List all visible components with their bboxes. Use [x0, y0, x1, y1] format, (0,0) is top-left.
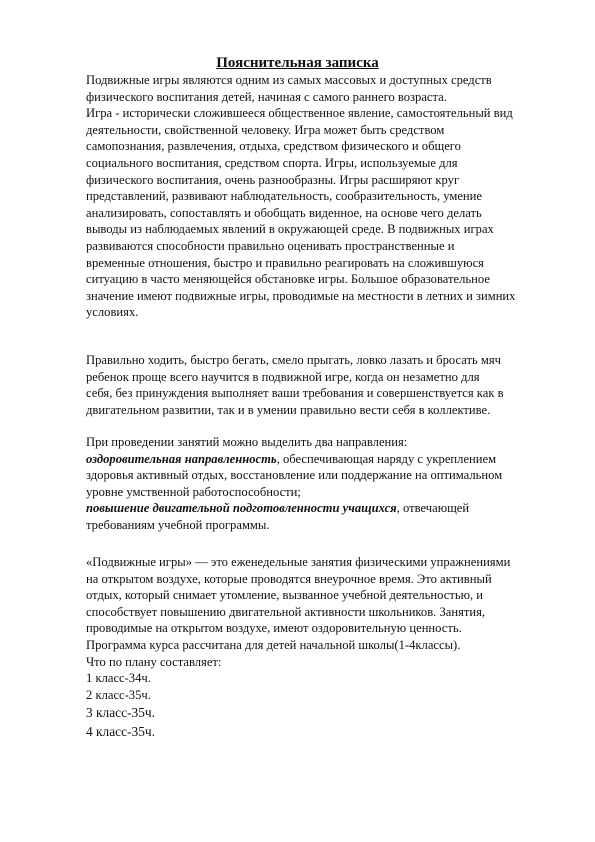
- paragraph-program: [86, 554, 551, 670]
- text-line: социального воспитания, средством спорта. Игры, используемые для: [86, 155, 458, 170]
- list-item: 4 класс-35ч.: [86, 724, 155, 740]
- text-line: Что по плану составляет:: [86, 654, 222, 669]
- text-line: При проведении занятий можно выделить два направления:: [86, 435, 408, 449]
- text-line: Игра - исторически сложившееся общественное явление, самостоятельный вид: [86, 106, 513, 121]
- direction-2-title: повышение двигательной подготовленности учащихся: [86, 501, 397, 516]
- page-title: Пояснительная записка: [216, 55, 379, 71]
- text-line: на открытом воздухе, которые проводятся внеурочное время. Это активный: [86, 571, 492, 586]
- text-line: временные отношения, быстро и правильно реагировать на сложившуюся: [86, 255, 484, 270]
- text-line: отдых, который снимает утомление, вызванное учебной деятельностью, и: [86, 588, 484, 603]
- text-line: «Подвижные игры» — это еженедельные занятия физическими упражнениями: [86, 555, 511, 569]
- text-line: уровне умственной работоспособности;: [86, 484, 301, 499]
- direction-1-line: [86, 451, 551, 468]
- text-line: двигательном развитии, так и в умении правильно вести себя в коллективе.: [86, 402, 491, 417]
- direction-2-line: [86, 500, 551, 517]
- text-line: представлений, развивают наблюдательность, сообразительность, умение: [86, 189, 482, 204]
- text-line: самопознания, развлечения, отдыха, средством физического и общего: [86, 139, 461, 154]
- paragraph-directions: [86, 434, 551, 534]
- text-line: физического воспитания, очень разнообразны. Игры расширяют круг: [86, 172, 460, 187]
- text-line: физического воспитания детей, начиная с самого раннего возраста.: [86, 89, 447, 104]
- text-line: проводимые на открытом воздухе, имеют оздоровительную ценность.: [86, 621, 462, 636]
- direction-1-title: оздоровительная направленность: [86, 451, 277, 466]
- text-line: ситуацию в часто меняющейся обстановке игры. Большое образовательное: [86, 272, 490, 287]
- text-line: деятельности, свойственной человеку. Игра может быть средством: [86, 122, 445, 137]
- list-item: 1 класс-34ч.: [86, 671, 151, 685]
- text-line: здоровья активный отдых, восстановление или поддержание на оптимальном: [86, 468, 503, 483]
- text-line: анализировать, сопоставлять и обобщать виденное, на основе чего делать: [86, 205, 482, 220]
- direction-2-text: , отвечающей: [396, 501, 470, 516]
- text-line: выводы из наблюдаемых явлений в окружающей среде. В подвижных играх: [86, 222, 494, 237]
- text-line: условиях.: [86, 305, 139, 320]
- text-line: значение имеют подвижные игры, проводимые на местности в летних и зимних: [86, 288, 516, 303]
- text-line: способствует повышению двигательной активности школьников. Занятия,: [86, 604, 486, 619]
- hours-list: [86, 670, 551, 741]
- text-line: требованиям учебной программы.: [86, 517, 270, 532]
- list-item: 2 класс-35ч.: [86, 687, 151, 702]
- text-line: ребенок проще всего научится в подвижной игре, когда он незаметно для: [86, 369, 480, 384]
- text-line: развиваются способности правильно оценивать пространственные и: [86, 238, 455, 253]
- text-line: Правильно ходить, быстро бегать, смело прыгать, ловко лазать и бросать мяч: [86, 353, 501, 367]
- list-item: 3 класс-35ч.: [86, 705, 155, 721]
- text-line: Программа курса рассчитана для детей начальной школы(1-4классы).: [86, 637, 461, 652]
- paragraph-skills: [86, 352, 551, 418]
- paragraph-intro: [86, 72, 551, 321]
- text-line: себя, без принуждения выполняет ваши требования и совершенствуется как в: [86, 386, 504, 401]
- direction-1-text: , обеспечивающая наряду с укреплением: [276, 451, 497, 466]
- text-line: Подвижные игры являются одним из самых массовых и доступных средств: [86, 73, 492, 87]
